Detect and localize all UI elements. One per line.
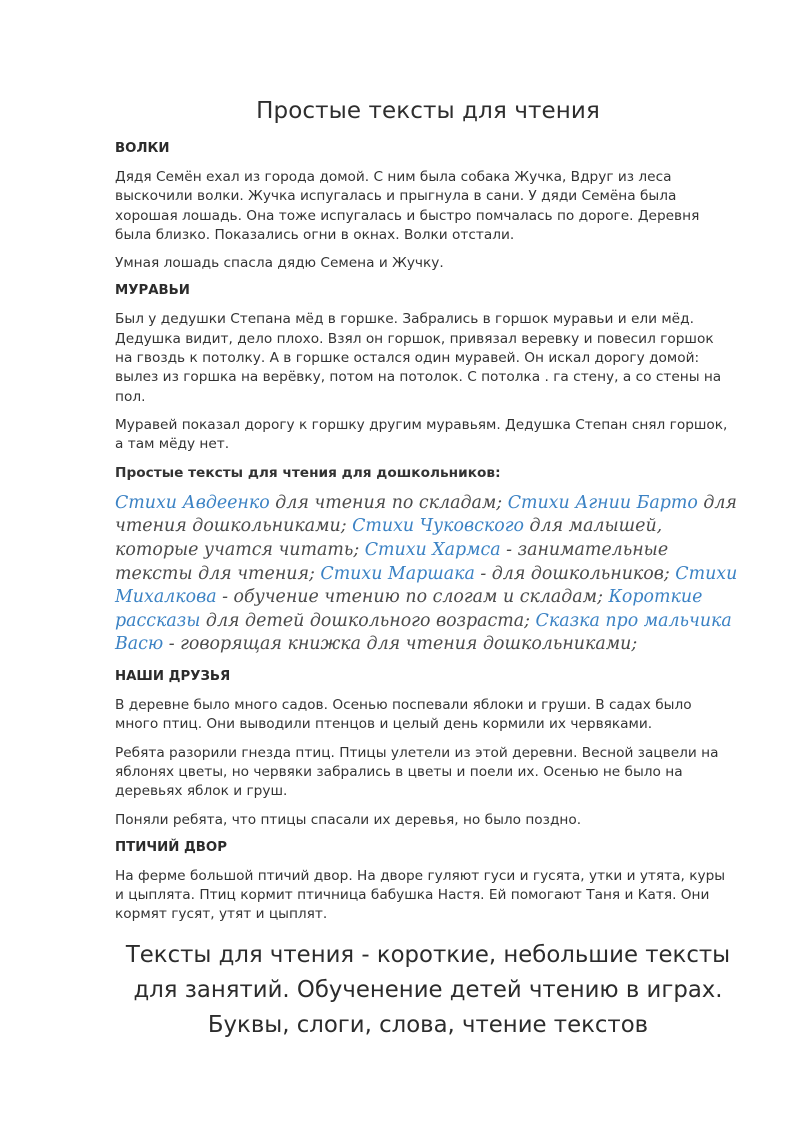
section-heading: МУРАВЬИ [115,283,190,299]
link-vasya-tale[interactable]: Сказка про мальчика Васю [115,610,732,655]
links-heading: Простые тексты для чтения для дошкольников: [115,464,501,481]
link-description: - говорящая книжка для чтения дошкольниками; [163,634,638,655]
paragraph: Умная лошадь спасла дядю Семена и Жучку. [115,255,444,272]
main-content [115,140,738,934]
link-description: - обучение чтению по слогам и складам; [216,587,609,608]
related-links [115,492,740,657]
link-avdeenko[interactable]: Стихи Авдеенко [115,492,270,513]
paragraph: Муравей показал дорогу к горшку другим муравьям. Дедушка Степан снял горшок, а там мёду нет. [115,416,728,453]
section-friends [115,668,735,830]
paragraph: Был у дедушки Степана мёд в горшке. Забрались в горшок муравьи и ели мёд. Дедушка видит, дело плохо. Взял он горшок, привязал веревку и повесил горшок на гвоздь к потолку. А в горшке остался один муравей. Он искал дорогу домой: вылез из горшка на верёвку, потом на потолок. С потолка . га стену, а со стены на пол. [115,311,722,405]
link-chukovsky[interactable]: Стихи Чуковского [352,516,524,537]
link-description: для малышей, которые учатся читать; [115,516,663,561]
paragraph: Ребята разорили гнезда птиц. Птицы улетели из этой деревни. Весной зацвели на яблонях цветы, но червяки забрались в цветы и поели их. Осенью не было на деревьях яблок и груш. [115,744,719,800]
footer-caption [0,938,800,1043]
paragraph: Дядя Семён ехал из города домой. С ним была собака Жучка, Вдруг из леса выскочили волки. Жучка испугалась и прыгнула в сани. У дяди Семёна была хорошая лошадь. Она тоже испугалась и быстро помчалась по дороге. Деревня была близко. Показались огни в окнах. Волки отстали. [115,169,700,243]
section-poultry-yard [115,839,735,925]
link-description: для чтения дошкольниками; [115,492,737,537]
link-description: - занимательные тексты для чтения; [115,540,669,584]
paragraph: На ферме большой птичий двор. На дворе гуляют гуси и гусята, утки и утята, куры и цыплята. Птиц кормит птичница бабушка Настя. Ей помогают Таня и Катя. Они кормят гусят, утят и цыплят. [115,867,726,923]
footer-line: Буквы, слоги, слова, чтение текстов [207,1012,649,1038]
paragraph: В деревне было много садов. Осенью поспевали яблоки и груши. В садах было много птиц. Они выводили птенцов и целый день кормили их червяками. [115,697,692,733]
link-marshak[interactable]: Стихи Маршака [320,563,475,584]
section-ants [115,282,735,454]
footer-line: Тексты для чтения - короткие, небольшие тексты [125,942,731,968]
section-heading: ВОЛКИ [115,141,170,156]
paragraph: Поняли ребята, что птицы спасали их деревья, но было поздно. [115,811,582,828]
section-heading: ПТИЧИЙ ДВОР [115,839,227,855]
link-description: для чтения по складам; [269,492,508,513]
link-description: - для дошкольников; [474,563,676,584]
link-barto[interactable]: Стихи Агнии Барто [507,492,698,513]
link-description: для детей дошкольного возраста; [200,610,536,631]
link-kharms[interactable]: Стихи Хармса [364,540,501,561]
page-title: Простые тексты для чтения [256,98,600,124]
section-heading: НАШИ ДРУЗЬЯ [115,669,231,685]
footer-line: для занятий. Обученение детей чтению в играх. [133,977,723,1003]
link-short-stories[interactable]: Короткие рассказы [115,587,703,631]
section-wolves [115,140,735,273]
link-mikhalkov[interactable]: Стихи Михалкова [115,563,738,608]
